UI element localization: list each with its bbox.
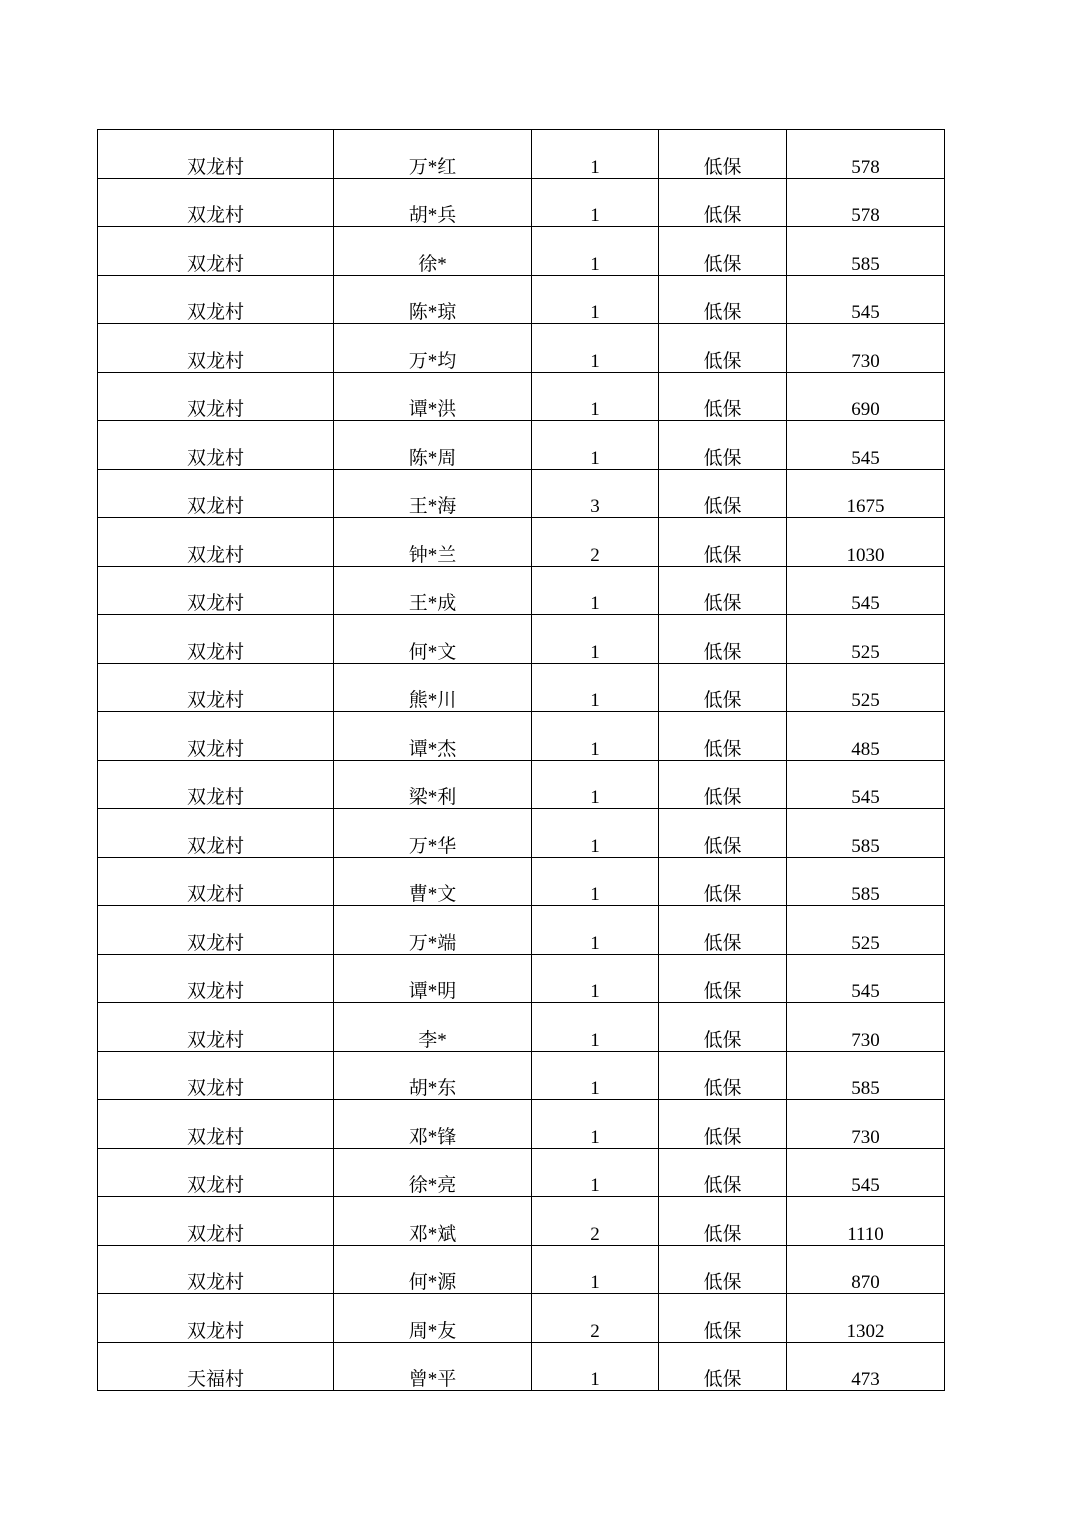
amount-cell: 485 (787, 712, 945, 761)
table-row (98, 372, 945, 421)
amount-cell: 525 (787, 615, 945, 664)
name-cell: 万*华 (334, 809, 532, 858)
table-row (98, 1197, 945, 1246)
name-cell: 王*成 (334, 566, 532, 615)
village-cell: 双龙村 (98, 566, 334, 615)
assistance-type-cell: 低保 (659, 1148, 787, 1197)
village-cell: 双龙村 (98, 663, 334, 712)
amount-cell: 545 (787, 1148, 945, 1197)
assistance-type-cell: 低保 (659, 712, 787, 761)
table-row (98, 857, 945, 906)
name-cell: 李* (334, 1003, 532, 1052)
village-cell: 双龙村 (98, 760, 334, 809)
table-row (98, 1245, 945, 1294)
village-cell: 双龙村 (98, 1245, 334, 1294)
amount-cell: 1302 (787, 1294, 945, 1343)
table-row (98, 469, 945, 518)
amount-cell: 545 (787, 954, 945, 1003)
amount-cell: 1110 (787, 1197, 945, 1246)
village-cell: 双龙村 (98, 178, 334, 227)
household-count-cell: 1 (532, 324, 659, 373)
amount-cell: 545 (787, 566, 945, 615)
village-cell: 双龙村 (98, 954, 334, 1003)
name-cell: 陈*琼 (334, 275, 532, 324)
household-count-cell: 1 (532, 1245, 659, 1294)
table-row (98, 1003, 945, 1052)
table-row (98, 760, 945, 809)
name-cell: 徐* (334, 227, 532, 276)
data-table (97, 129, 945, 1391)
table-row (98, 130, 945, 179)
amount-cell: 578 (787, 130, 945, 179)
village-cell: 双龙村 (98, 1148, 334, 1197)
assistance-type-cell: 低保 (659, 324, 787, 373)
table-row (98, 324, 945, 373)
name-cell: 徐*亮 (334, 1148, 532, 1197)
household-count-cell: 1 (532, 954, 659, 1003)
name-cell: 万*端 (334, 906, 532, 955)
amount-cell: 473 (787, 1342, 945, 1391)
table-row (98, 518, 945, 567)
household-count-cell: 2 (532, 518, 659, 567)
household-count-cell: 1 (532, 809, 659, 858)
village-cell: 双龙村 (98, 227, 334, 276)
amount-cell: 585 (787, 857, 945, 906)
assistance-type-cell: 低保 (659, 566, 787, 615)
assistance-type-cell: 低保 (659, 275, 787, 324)
table-row (98, 1051, 945, 1100)
household-count-cell: 1 (532, 615, 659, 664)
household-count-cell: 1 (532, 1100, 659, 1149)
table-row (98, 275, 945, 324)
assistance-type-cell: 低保 (659, 1003, 787, 1052)
village-cell: 双龙村 (98, 130, 334, 179)
table-row (98, 615, 945, 664)
assistance-type-cell: 低保 (659, 809, 787, 858)
name-cell: 周*友 (334, 1294, 532, 1343)
village-cell: 双龙村 (98, 857, 334, 906)
assistance-type-cell: 低保 (659, 663, 787, 712)
assistance-type-cell: 低保 (659, 1342, 787, 1391)
household-count-cell: 1 (532, 227, 659, 276)
table-row (98, 954, 945, 1003)
name-cell: 邓*斌 (334, 1197, 532, 1246)
amount-cell: 545 (787, 760, 945, 809)
table-row (98, 227, 945, 276)
household-count-cell: 1 (532, 566, 659, 615)
assistance-type-cell: 低保 (659, 227, 787, 276)
household-count-cell: 1 (532, 663, 659, 712)
village-cell: 双龙村 (98, 1100, 334, 1149)
village-cell: 双龙村 (98, 372, 334, 421)
name-cell: 何*源 (334, 1245, 532, 1294)
table-row (98, 712, 945, 761)
amount-cell: 730 (787, 324, 945, 373)
table-row (98, 1342, 945, 1391)
household-count-cell: 1 (532, 372, 659, 421)
name-cell: 谭*杰 (334, 712, 532, 761)
table-row (98, 1294, 945, 1343)
village-cell: 双龙村 (98, 518, 334, 567)
assistance-type-cell: 低保 (659, 469, 787, 518)
name-cell: 熊*川 (334, 663, 532, 712)
amount-cell: 525 (787, 906, 945, 955)
village-cell: 双龙村 (98, 809, 334, 858)
table-row (98, 906, 945, 955)
village-cell: 双龙村 (98, 712, 334, 761)
assistance-type-cell: 低保 (659, 178, 787, 227)
village-cell: 双龙村 (98, 1197, 334, 1246)
name-cell: 何*文 (334, 615, 532, 664)
table-row (98, 663, 945, 712)
amount-cell: 525 (787, 663, 945, 712)
household-count-cell: 1 (532, 1148, 659, 1197)
household-count-cell: 2 (532, 1197, 659, 1246)
assistance-type-cell: 低保 (659, 130, 787, 179)
village-cell: 双龙村 (98, 1051, 334, 1100)
amount-cell: 585 (787, 809, 945, 858)
household-count-cell: 1 (532, 857, 659, 906)
assistance-type-cell: 低保 (659, 372, 787, 421)
household-count-cell: 1 (532, 1003, 659, 1052)
household-count-cell: 1 (532, 906, 659, 955)
village-cell: 双龙村 (98, 1294, 334, 1343)
name-cell: 胡*东 (334, 1051, 532, 1100)
amount-cell: 730 (787, 1003, 945, 1052)
amount-cell: 1675 (787, 469, 945, 518)
name-cell: 万*均 (334, 324, 532, 373)
name-cell: 万*红 (334, 130, 532, 179)
village-cell: 双龙村 (98, 906, 334, 955)
table-body (98, 130, 945, 1391)
assistance-type-cell: 低保 (659, 1245, 787, 1294)
village-cell: 双龙村 (98, 324, 334, 373)
assistance-type-cell: 低保 (659, 760, 787, 809)
amount-cell: 585 (787, 227, 945, 276)
village-cell: 天福村 (98, 1342, 334, 1391)
name-cell: 曹*文 (334, 857, 532, 906)
assistance-type-cell: 低保 (659, 954, 787, 1003)
assistance-type-cell: 低保 (659, 857, 787, 906)
village-cell: 双龙村 (98, 421, 334, 470)
table-row (98, 421, 945, 470)
table-row (98, 809, 945, 858)
amount-cell: 545 (787, 421, 945, 470)
household-count-cell: 1 (532, 712, 659, 761)
name-cell: 钟*兰 (334, 518, 532, 567)
assistance-type-cell: 低保 (659, 615, 787, 664)
name-cell: 陈*周 (334, 421, 532, 470)
village-cell: 双龙村 (98, 275, 334, 324)
assistance-type-cell: 低保 (659, 1294, 787, 1343)
amount-cell: 578 (787, 178, 945, 227)
name-cell: 梁*利 (334, 760, 532, 809)
household-count-cell: 1 (532, 1342, 659, 1391)
amount-cell: 870 (787, 1245, 945, 1294)
name-cell: 胡*兵 (334, 178, 532, 227)
amount-cell: 545 (787, 275, 945, 324)
amount-cell: 690 (787, 372, 945, 421)
amount-cell: 730 (787, 1100, 945, 1149)
assistance-type-cell: 低保 (659, 1197, 787, 1246)
village-cell: 双龙村 (98, 1003, 334, 1052)
household-count-cell: 1 (532, 130, 659, 179)
village-cell: 双龙村 (98, 469, 334, 518)
household-count-cell: 1 (532, 275, 659, 324)
village-cell: 双龙村 (98, 615, 334, 664)
amount-cell: 1030 (787, 518, 945, 567)
household-count-cell: 1 (532, 760, 659, 809)
name-cell: 王*海 (334, 469, 532, 518)
name-cell: 曾*平 (334, 1342, 532, 1391)
assistance-type-cell: 低保 (659, 906, 787, 955)
assistance-type-cell: 低保 (659, 518, 787, 567)
table-row (98, 1100, 945, 1149)
name-cell: 谭*明 (334, 954, 532, 1003)
household-count-cell: 3 (532, 469, 659, 518)
assistance-type-cell: 低保 (659, 421, 787, 470)
table-row (98, 178, 945, 227)
name-cell: 邓*锋 (334, 1100, 532, 1149)
household-count-cell: 1 (532, 178, 659, 227)
household-count-cell: 1 (532, 421, 659, 470)
name-cell: 谭*洪 (334, 372, 532, 421)
household-count-cell: 1 (532, 1051, 659, 1100)
table-row (98, 1148, 945, 1197)
assistance-type-cell: 低保 (659, 1100, 787, 1149)
assistance-type-cell: 低保 (659, 1051, 787, 1100)
amount-cell: 585 (787, 1051, 945, 1100)
household-count-cell: 2 (532, 1294, 659, 1343)
table-row (98, 566, 945, 615)
